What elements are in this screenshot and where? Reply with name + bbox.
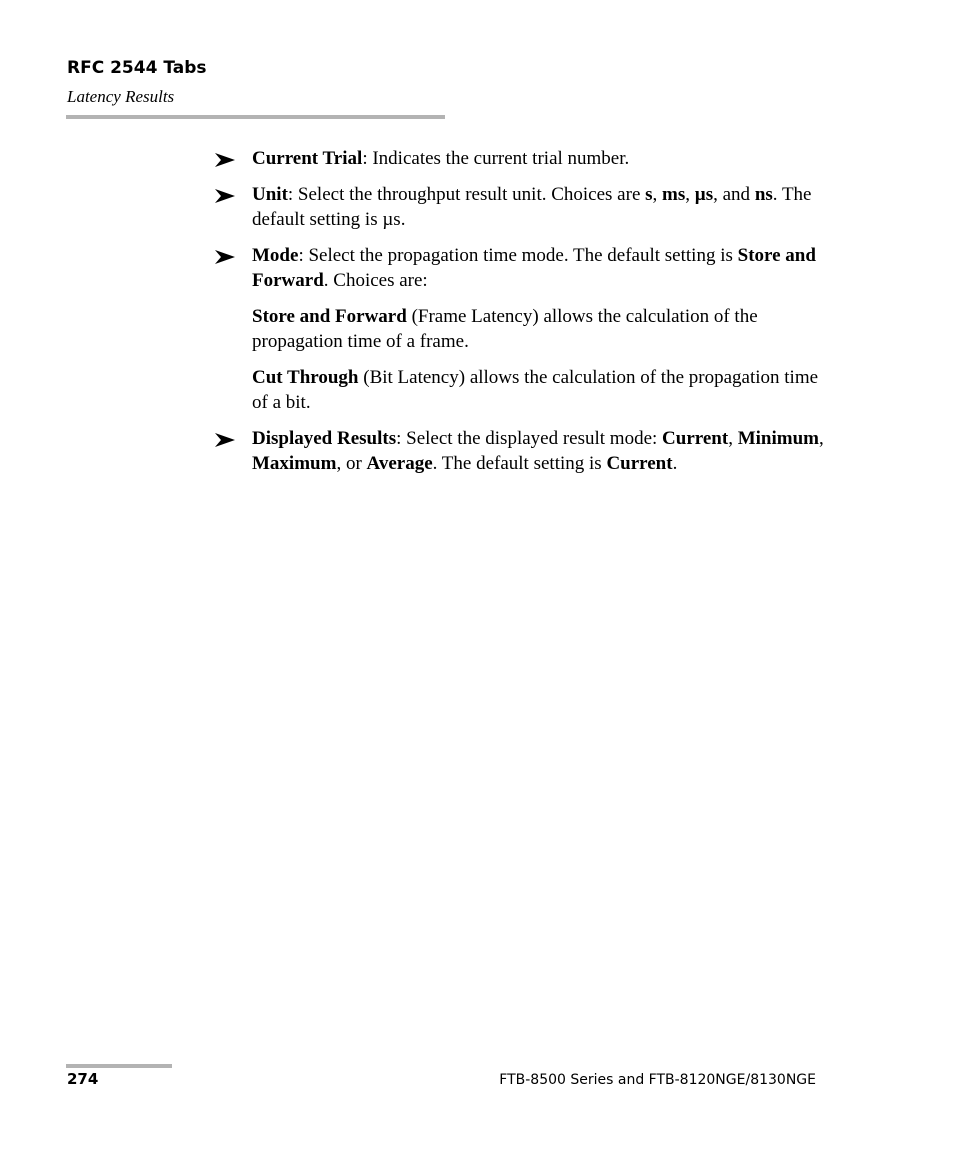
bullet-arrow-icon (215, 250, 235, 264)
choice-ms: ms (662, 184, 686, 205)
list-item-displayed-results (215, 426, 825, 476)
bullet-arrow-icon (215, 433, 235, 447)
description: : Indicates the current trial number. (362, 148, 630, 169)
list-item-current-trial (215, 146, 825, 171)
choice-ns: ns (754, 184, 773, 205)
description: : Select the displayed result mode: (396, 428, 663, 449)
description: : Select the throughput result unit. Choices are (287, 184, 646, 205)
list-item-mode (215, 243, 825, 293)
bullet-arrow-icon (215, 153, 235, 167)
separator: , (818, 428, 824, 449)
description: : Select the propagation time mode. The default setting is (298, 245, 738, 266)
choice-s: s (645, 184, 653, 205)
choice-minimum: Minimum (737, 428, 819, 449)
list-item-unit (215, 182, 825, 232)
separator: , and (713, 184, 755, 205)
document-title: FTB-8500 Series and FTB-8120NGE/8130NGE (499, 1072, 816, 1088)
mode-option-cut-through (215, 365, 825, 415)
default-mode: Store and Forward (252, 245, 816, 291)
separator: , (652, 184, 663, 205)
separator: . (400, 209, 406, 230)
section-title: RFC 2544 Tabs (67, 58, 207, 78)
choice-current: Current (662, 428, 729, 449)
description: . The default setting is (432, 453, 607, 474)
default-unit: µs (382, 209, 401, 230)
description: . Choices are: (323, 270, 428, 291)
option-description: (Bit Latency) allows the calculation of the propagation time of a bit. (252, 367, 819, 413)
page-number: 274 (67, 1070, 99, 1088)
option-name: Store and Forward (252, 306, 407, 327)
header-divider (66, 115, 445, 119)
separator: , (685, 184, 695, 205)
separator: , (728, 428, 738, 449)
section-subtitle: Latency Results (67, 87, 175, 106)
term-current-trial: Current Trial (252, 148, 363, 169)
choice-us: µs (694, 184, 714, 205)
separator: , or (336, 453, 367, 474)
separator: . (672, 453, 678, 474)
option-name: Cut Through (252, 367, 359, 388)
term-displayed-results: Displayed Results (252, 428, 397, 449)
term-unit: Unit (252, 184, 288, 205)
choice-average: Average (366, 453, 433, 474)
content-body (215, 146, 825, 487)
footer-divider (66, 1064, 172, 1068)
choice-maximum: Maximum (252, 453, 337, 474)
mode-option-store-forward (215, 304, 825, 354)
bullet-arrow-icon (215, 189, 235, 203)
term-mode: Mode (252, 245, 299, 266)
option-description: (Frame Latency) allows the calculation of the propagation time of a frame. (252, 306, 758, 352)
default-result: Current (606, 453, 673, 474)
description: . The default setting is (252, 184, 812, 230)
